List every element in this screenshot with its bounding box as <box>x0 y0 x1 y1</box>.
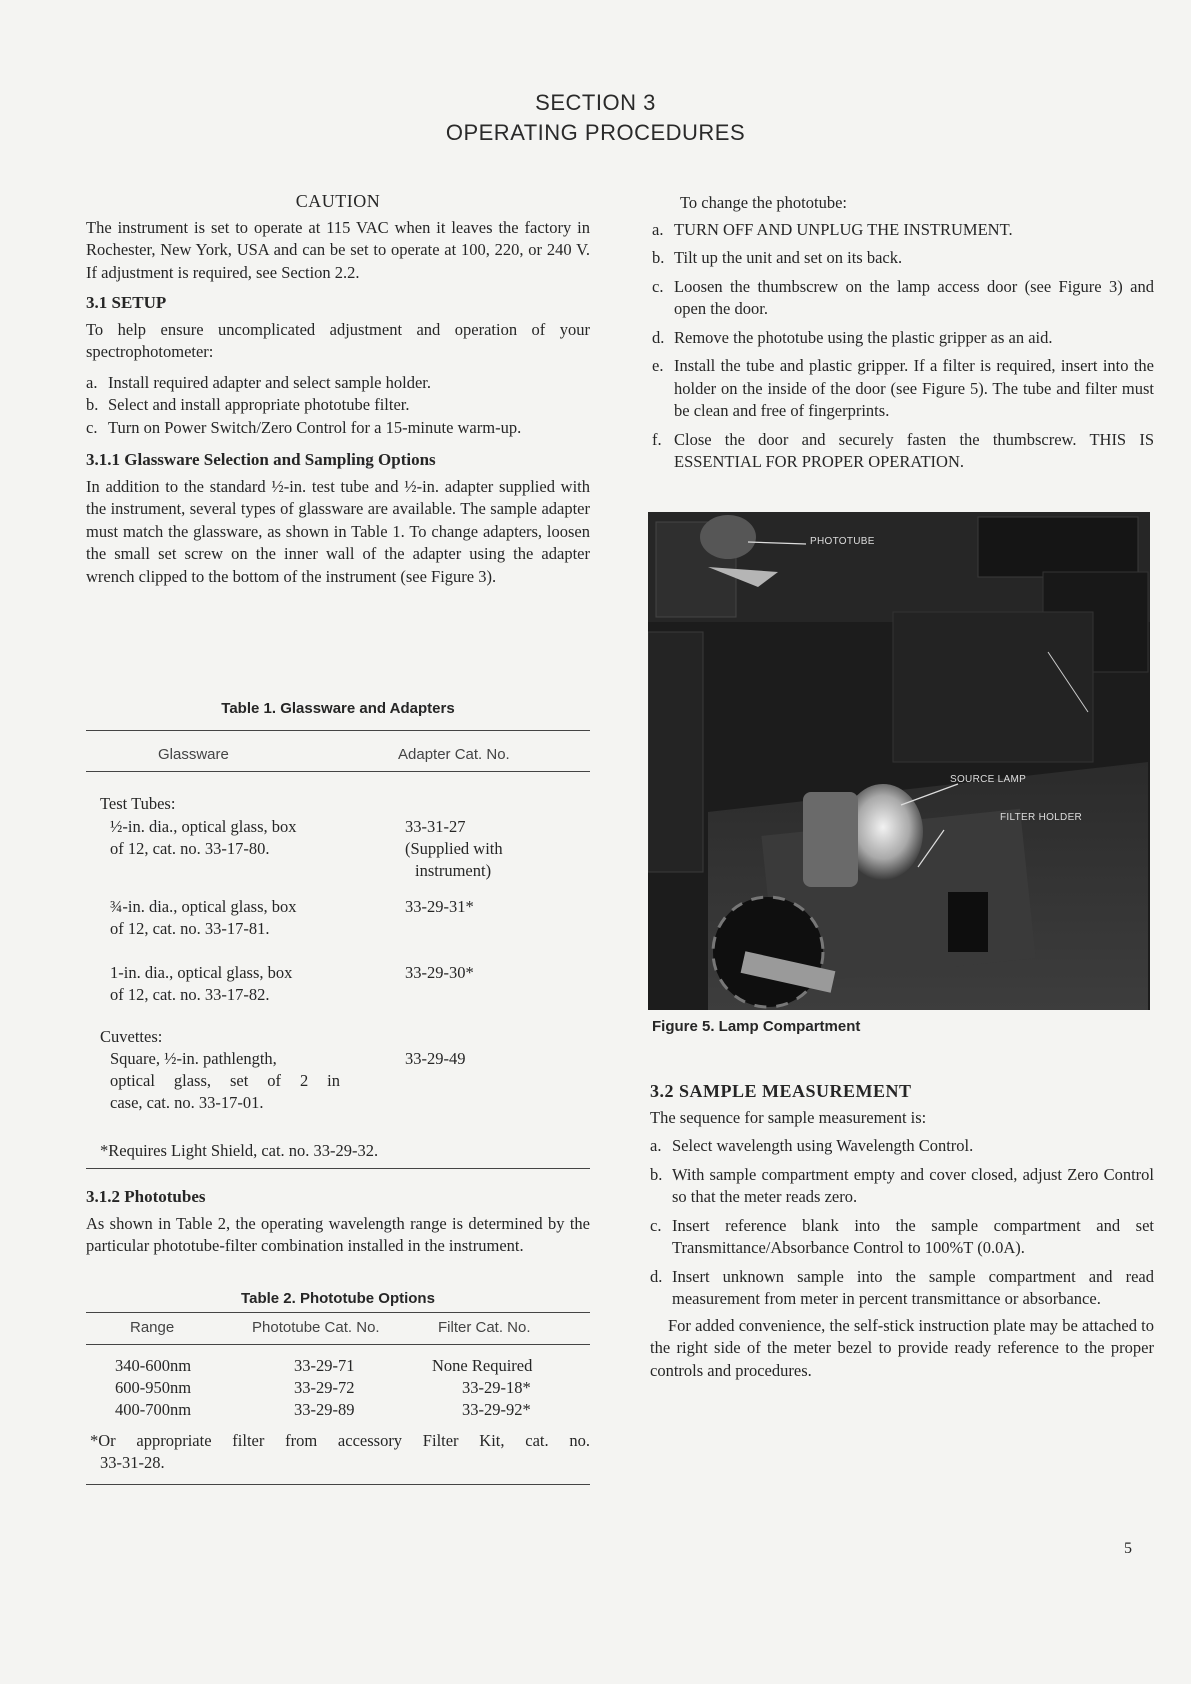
section-title: OPERATING PROCEDURES <box>445 120 746 145</box>
source-lamp-label: SOURCE LAMP <box>950 774 1027 785</box>
table2-header-rule <box>86 1344 590 1345</box>
table1-header-adapter: Adapter Cat. No. <box>398 746 510 763</box>
table1-header-glassware: Glassware <box>158 746 229 763</box>
table2-caption: Table 2. Phototube Options <box>241 1290 435 1307</box>
phototube-label: PHOTOTUBE <box>810 536 875 547</box>
change-steps <box>652 219 1154 474</box>
table-cell: 1-in. dia., optical glass, box <box>110 963 293 982</box>
table-cell: 33-29-31* <box>405 897 474 916</box>
table2-header-filter: Filter Cat. No. <box>438 1319 531 1336</box>
sample-intro: The sequence for sample measurement is: <box>650 1107 927 1127</box>
list-item: c. Insert reference blank into the sample compartment and set Transmittance/Absorbance Control to 100%T (0.0A). <box>650 1215 1154 1257</box>
change-intro: To change the phototube: <box>680 193 848 212</box>
list-item: b. With sample compartment empty and cover closed, adjust Zero Control so that the meter reads zero. <box>650 1164 1154 1206</box>
table2-bottom-rule <box>86 1484 590 1485</box>
list-item: c. Turn on Power Switch/Zero Control for a 15-minute warm-up. <box>86 417 522 437</box>
table-cell: instrument) <box>415 861 492 880</box>
page-number: 5 <box>1124 1540 1132 1557</box>
section-number: SECTION 3 <box>535 90 656 115</box>
table-cell: 33-29-92* <box>462 1400 531 1419</box>
setup-steps <box>86 372 590 440</box>
left-column <box>86 190 590 588</box>
table-cell: ¾-in. dia., optical glass, box <box>110 897 297 916</box>
table-cell: 33-31-27 <box>405 817 466 836</box>
sample-heading: 3.2 SAMPLE MEASUREMENT <box>650 1081 912 1101</box>
table-cell: 33-29-18* <box>462 1378 531 1397</box>
table-cell: (Supplied with <box>405 839 503 858</box>
table-cell: None Required <box>432 1356 533 1375</box>
table-cell: 33-29-49 <box>405 1049 466 1068</box>
table1-caption: Table 1. Glassware and Adapters <box>221 700 455 717</box>
table1-header-rule <box>86 771 590 772</box>
table-cell: 400-700nm <box>115 1400 192 1419</box>
change-phototube-section <box>652 192 1154 474</box>
sample-steps <box>650 1135 1154 1311</box>
phototubes-heading: 3.1.2 Phototubes <box>86 1187 206 1206</box>
sample-closing: For added convenience, the self-stick instruction plate may be attached to the right side of the meter bezel to provide ready reference to the proper controls and procedures. <box>650 1315 1154 1380</box>
table1-bottom-rule <box>86 1168 590 1169</box>
glassware-text: In addition to the standard ½-in. test tube and ½-in. adapter supplied with the instrument, several types of glassware are available. The sample adapter must match the glassware, as shown in Table 1. To change adapters, loosen the small set screw on the inner wall of the adapter using the adapter wrench clipped to the bottom of the instrument (see Figure 3). <box>86 476 590 586</box>
table-cell: ½-in. dia., optical glass, box <box>110 817 297 836</box>
table-cell: of 12, cat. no. 33-17-80. <box>110 839 270 858</box>
filter-holder-label: FILTER HOLDER <box>1000 812 1083 823</box>
setup-intro: To help ensure uncomplicated adjustment and operation of your spectrophotometer: <box>86 319 590 361</box>
setup-heading: 3.1 SETUP <box>86 293 167 312</box>
table2-footnote: *Or appropriate filter from accessory Filter Kit, cat. no. <box>90 1431 590 1450</box>
sample-measurement-section <box>650 1080 1154 1382</box>
table2-header-phototube: Phototube Cat. No. <box>252 1319 380 1336</box>
table-cell: case, cat. no. 33-17-01. <box>110 1093 264 1112</box>
table-cell: 600-950nm <box>115 1378 192 1397</box>
list-item: a. TURN OFF AND UNPLUG THE INSTRUMENT. <box>652 219 1013 239</box>
list-item: b. Select and install appropriate phototube filter. <box>86 395 410 414</box>
list-item: c. Loosen the thumbscrew on the lamp access door (see Figure 3) and open the door. <box>652 276 1154 318</box>
glassware-heading: 3.1.1 Glassware Selection and Sampling Options <box>86 450 436 469</box>
caution-title: CAUTION <box>295 191 381 211</box>
table-cell: 33-29-71 <box>294 1356 355 1375</box>
list-item: e. Install the tube and plastic gripper. If a filter is required, insert into the holder on the inside of the door (see Figure 5). The tube and filter must be clean and free of fingerprints. <box>652 356 1154 420</box>
table-cell: 33-29-72 <box>294 1378 355 1397</box>
caution-text: The instrument is set to operate at 115 VAC when it leaves the factory in Rochester, New York, USA and can be set to operate at 100, 220, or 240 V. If adjustment is required, see Section 2.2. <box>86 217 590 282</box>
table2-footnote-cont: 33-31-28. <box>100 1453 165 1472</box>
list-item: a. Install required adapter and select sample holder. <box>86 372 431 392</box>
table-cell: 33-29-30* <box>405 963 474 982</box>
list-item: b. Tilt up the unit and set on its back. <box>652 248 903 267</box>
table2-header-range: Range <box>130 1319 175 1336</box>
lamp-compartment-photo <box>648 512 1150 1010</box>
phototubes-text: As shown in Table 2, the operating wavelength range is determined by the particular phototube-filter combination installed in the instrument. <box>86 1213 590 1255</box>
phototubes-section <box>86 1186 590 1258</box>
table1-group-test-tubes: Test Tubes: <box>100 794 176 813</box>
list-item: a. Select wavelength using Wavelength Control. <box>650 1136 974 1155</box>
table-cell: 33-29-89 <box>294 1400 355 1419</box>
table2-top-rule <box>86 1312 590 1313</box>
table-cell: 340-600nm <box>115 1356 192 1375</box>
table1-footnote: *Requires Light Shield, cat. no. 33-29-32. <box>100 1141 379 1160</box>
table-cell: optical glass, set of 2 in <box>110 1071 340 1090</box>
table-cell: of 12, cat. no. 33-17-82. <box>110 985 270 1004</box>
list-item: d. Insert unknown sample into the sample compartment and read measurement from meter in percent transmittance or absorbance. <box>650 1266 1154 1308</box>
figure5-caption: Figure 5. Lamp Compartment <box>652 1018 861 1035</box>
lamp-compartment-illustration <box>648 512 1150 1010</box>
list-item: d. Remove the phototube using the plastic gripper as an aid. <box>652 327 1053 347</box>
table1-top-rule <box>86 730 590 731</box>
list-item: f. Close the door and securely fasten the thumbscrew. THIS IS ESSENTIAL FOR PROPER OPERATION. <box>652 429 1154 471</box>
table-cell: of 12, cat. no. 33-17-81. <box>110 919 270 938</box>
table-cell: Square, ½-in. pathlength, <box>110 1049 277 1068</box>
table1-group-cuvettes: Cuvettes: <box>100 1027 163 1046</box>
